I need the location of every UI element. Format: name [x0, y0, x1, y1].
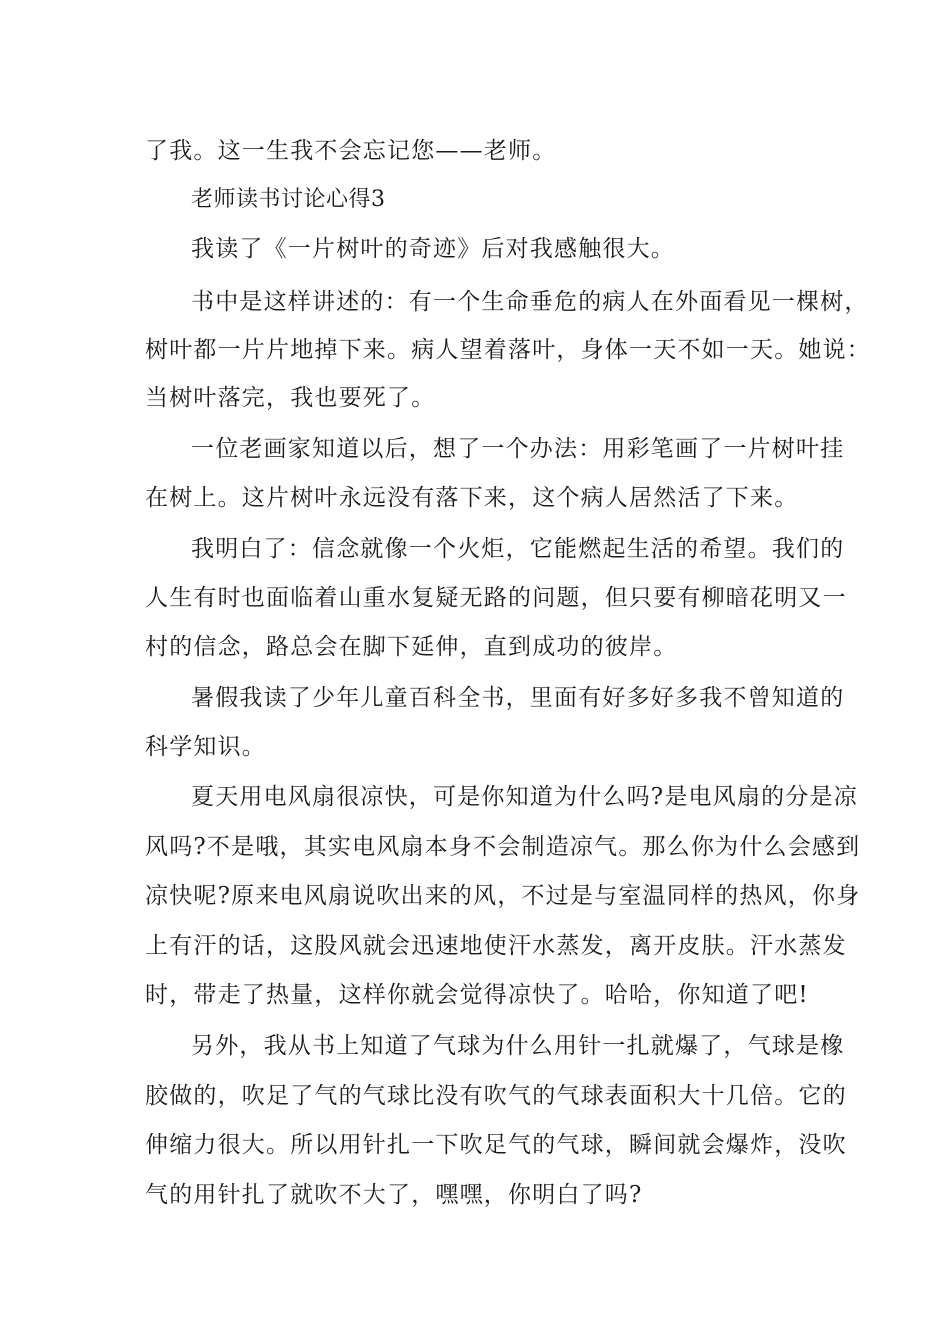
text-line: 人生有时也面临着山重水复疑无路的问题，但只要有柳暗花明又一: [145, 585, 847, 611]
text-line: 我读了《一片树叶的奇迹》后对我感触很大。: [191, 236, 675, 262]
text-line: 另外，我从书上知道了气球为什么用针一扎就爆了，气球是橡: [191, 1033, 845, 1059]
text-line: 伸缩力很大。所以用针扎一下吹足气的气球，瞬间就会爆炸，没吹: [145, 1132, 847, 1158]
text-line: 科学知识。: [145, 734, 266, 760]
text-line: 当树叶落完，我也要死了。: [145, 385, 436, 411]
text-line: 树叶都一片片地掉下来。病人望着落叶，身体一天不如一天。她说：: [145, 337, 871, 363]
text-line: 凉快呢?原来电风扇说吹出来的风，不过是与室温同样的热风，你身: [145, 883, 861, 909]
text-line: 在树上。这片树叶永远没有落下来，这个病人居然活了下来。: [145, 485, 799, 511]
text-line: 上有汗的话，这股风就会迅速地使汗水蒸发，离开皮肤。汗水蒸发: [145, 933, 847, 959]
text-line: 气的用针扎了就吹不大了，嘿嘿，你明白了吗?: [145, 1182, 643, 1208]
text-line: 了我。这一生我不会忘记您——老师。: [145, 138, 557, 164]
text-line: 我明白了：信念就像一个火炬，它能燃起生活的希望。我们的: [191, 536, 845, 562]
text-line: 时，带走了热量，这样你就会觉得凉快了。哈哈，你知道了吧!: [145, 982, 809, 1008]
text-line: 暑假我读了少年儿童百科全书，里面有好多好多我不曾知道的: [191, 685, 845, 711]
text-line: 村的信念，路总会在脚下延伸，直到成功的彼岸。: [145, 634, 678, 660]
text-line: 胶做的，吹足了气的气球比没有吹气的气球表面积大十几倍。它的: [145, 1083, 847, 1109]
text-line: 夏天用电风扇很凉快，可是你知道为什么吗?是电风扇的分是凉: [191, 784, 858, 810]
section-heading: 老师读书讨论心得3: [191, 187, 386, 212]
text-line: 风吗?不是哦，其实电风扇本身不会制造凉气。那么你为什么会感到: [145, 834, 861, 860]
text-line: 一位老画家知道以后，想了一个办法：用彩笔画了一片树叶挂: [191, 436, 845, 462]
text-line: 书中是这样讲述的：有一个生命垂危的病人在外面看见一棵树，: [191, 289, 869, 315]
